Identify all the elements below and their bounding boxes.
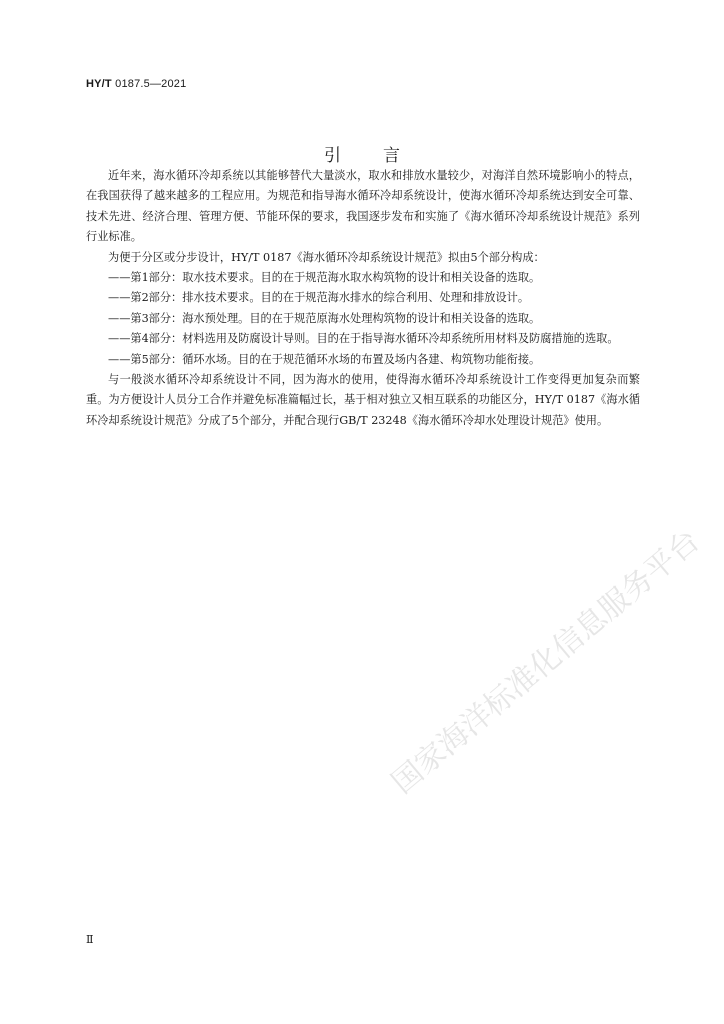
list-item: ——第1部分：取水技术要求。目的在于规范海水取水构筑物的设计和相关设备的选取。 (108, 271, 541, 285)
parts-intro-paragraph: 为便于分区或分步设计，HY/T 0187《海水循环冷却系统设计规范》拟由5个部分构成： (108, 250, 545, 264)
section-title: 引言 (324, 146, 442, 166)
closing-paragraph: 与一般淡水循环冷却系统设计不同，因为海水的使用，使得海水循环冷却系统设计工作变得更加复杂而繁重。为方便设计人员分工合作并避免标准篇幅过长，基于相对独立又相互联系的功能区分，HY/T 0187《海水循环冷却系统设计规范》分成了5个部分，并配合现行GB/T 23248《海水循环冷却水处理设计规范》使用。 (86, 373, 640, 427)
list-item: ——第2部分：排水技术要求。目的在于规范海水排水的综合利用、处理和排放设计。 (108, 291, 530, 305)
list-item: ——第5部分：循环水场。目的在于规范循环水场的布置及场内各建、构筑物功能衔接。 (108, 352, 541, 366)
document-header (86, 78, 186, 90)
watermark-text: 国家海洋标准化信息服务平台 (385, 523, 707, 801)
standard-code-number: 0187.5—2021 (115, 78, 187, 90)
list-item: ——第4部分：材料选用及防腐设计导则。目的在于指导海水循环冷却系统所用材料及防腐措施的选取。 (108, 332, 619, 346)
watermark-seal (268, 420, 707, 801)
standard-code-prefix: HY/T (86, 78, 112, 90)
page-number: Ⅱ (86, 933, 94, 946)
intro-paragraph: 近年来，海水循环冷却系统以其能够替代大量淡水，取水和排放水量较少，对海洋自然环境影响小的特点，在我国获得了越来越多的工程应用。为规范和指导海水循环冷却系统设计，使海水循环冷却系统达到安全可靠、技术先进、经济合理、管理方便、节能环保的要求，我国逐步发布和实施了《海水循环冷却系统设计规范》系列行业标准。 (86, 169, 640, 244)
list-item: ——第3部分：海水预处理。目的在于规范原海水处理构筑物的设计和相关设备的选取。 (108, 311, 541, 325)
body-text (86, 166, 640, 431)
